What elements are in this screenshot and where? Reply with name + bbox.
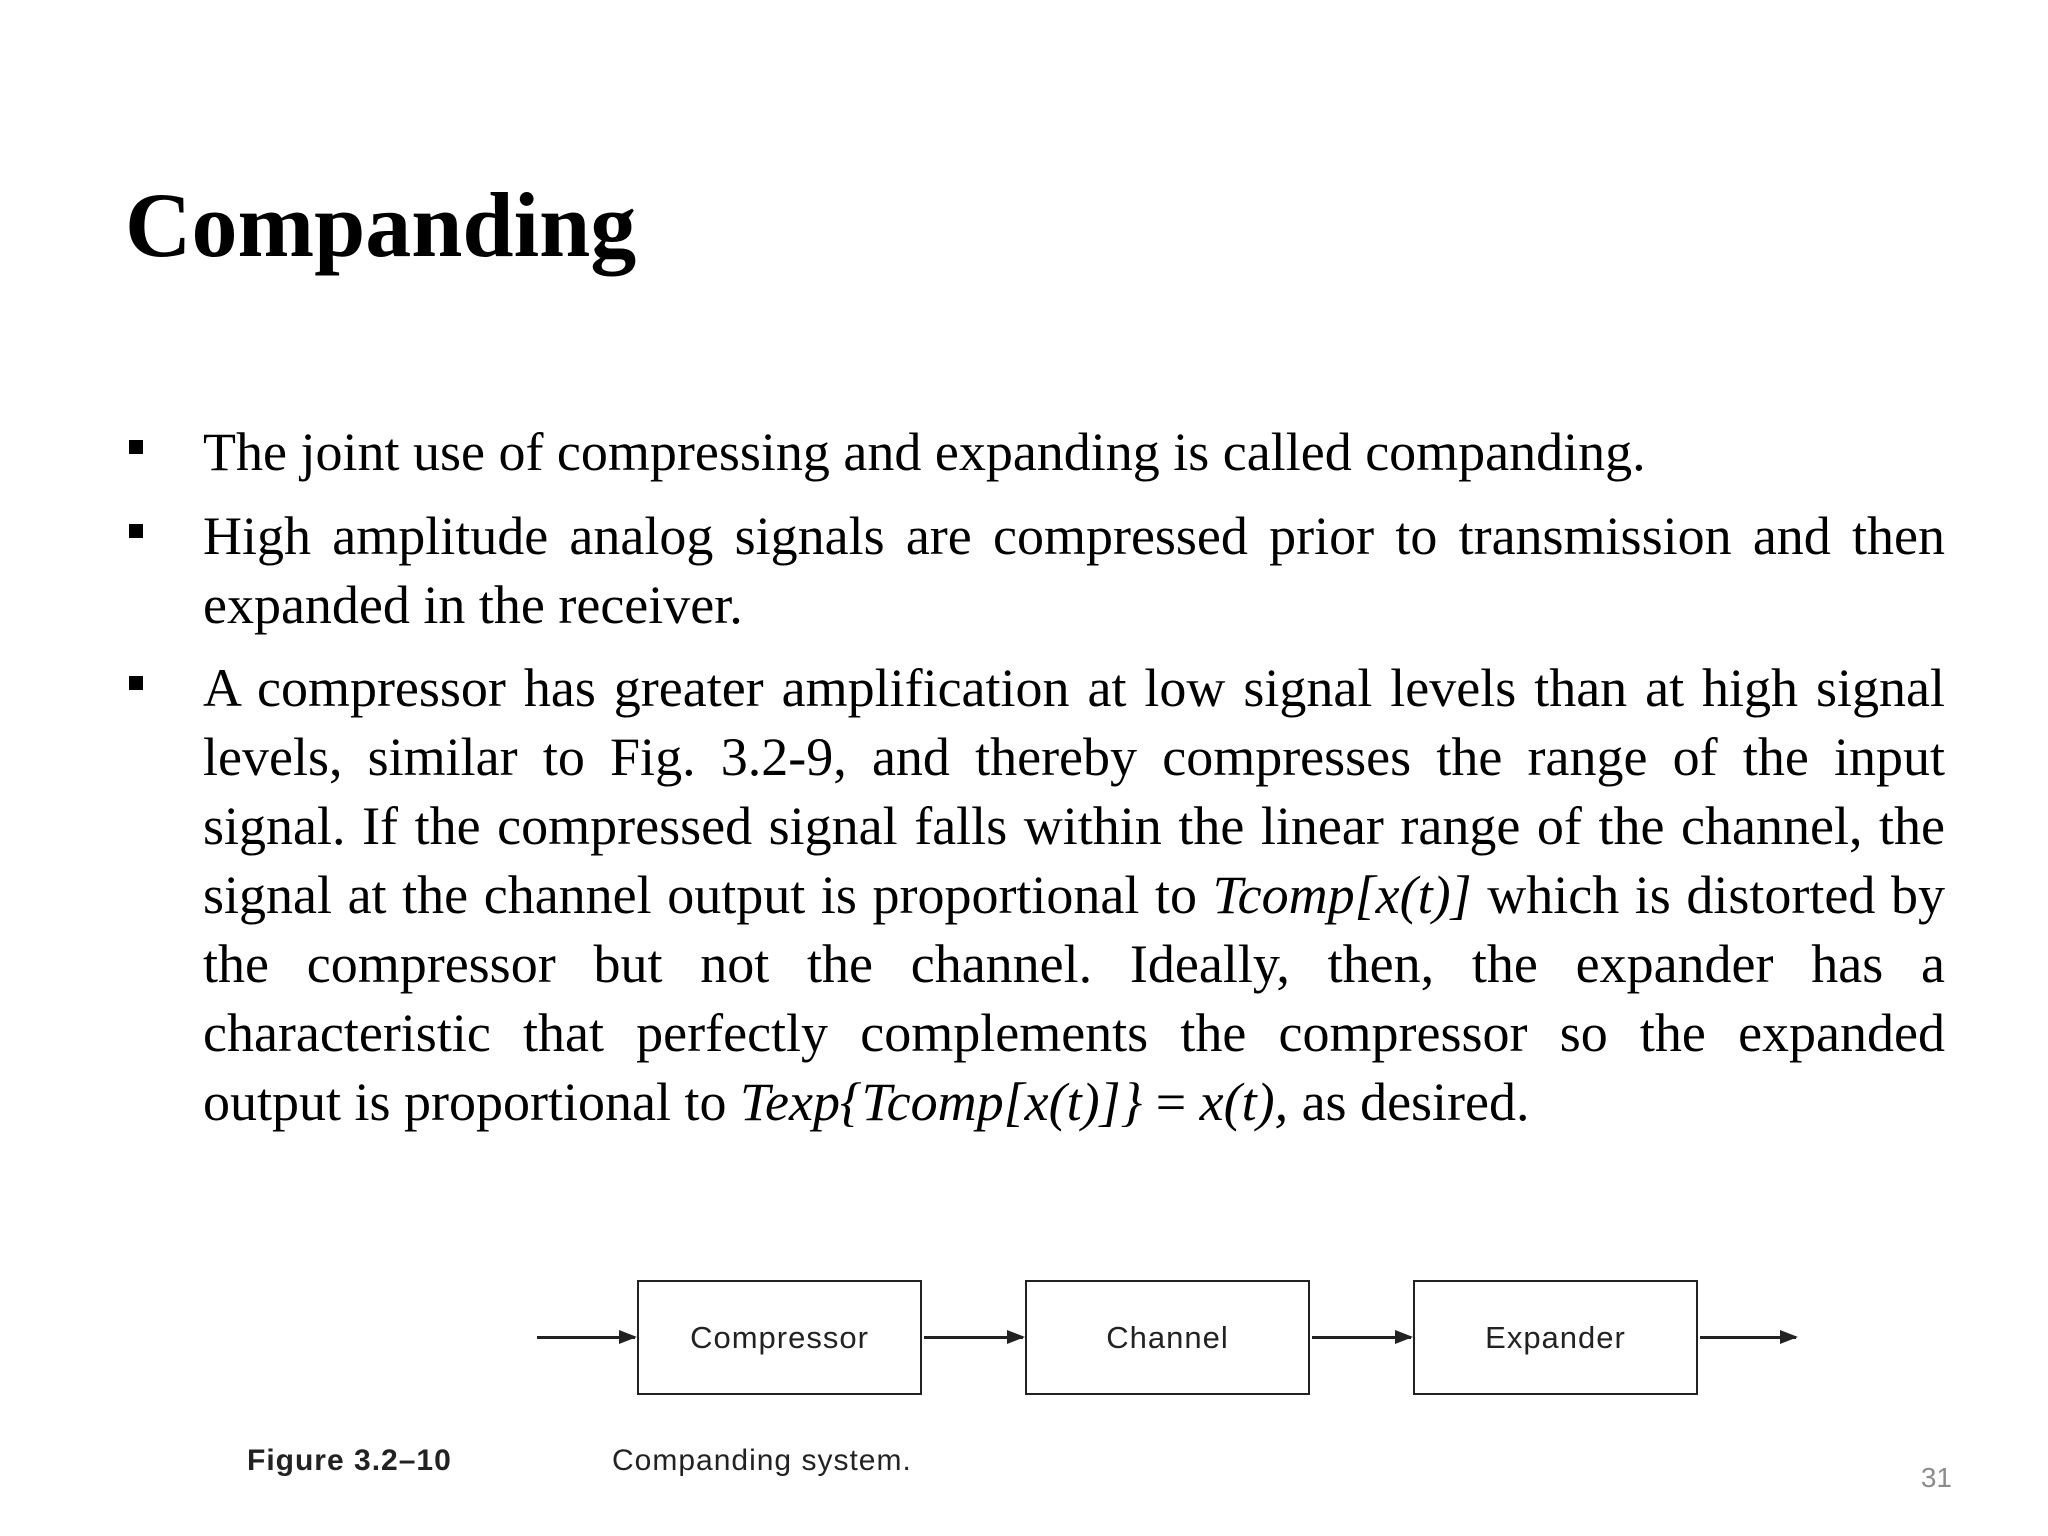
text-run: A compressor has greater amplification at low signal levels than at high signal levels, similar to Fig. 3.2-9, and thereby compresses the range of the input signal. If the compressed signal falls within the linear range of the channel, the signal at the channel output is proportional to bbox=[203, 658, 1945, 925]
figure-caption-label: Figure 3.2–10 bbox=[247, 1444, 452, 1477]
bullet-text: High amplitude analog signals are compressed prior to transmission and then expanded in the receiver. bbox=[203, 506, 1945, 635]
text-run: as desired. bbox=[1288, 1072, 1530, 1132]
bullet-text: The joint use of compressing and expanding is called companding. bbox=[203, 422, 1646, 482]
text-run: which is distorted by the compressor but not the channel. Ideally, then, the expander has a characteristic that perfectly complements the compressor so the expanded output is proportional to bbox=[203, 865, 1945, 1132]
bullet-item bbox=[125, 418, 1945, 488]
formula-xt: x(t), bbox=[1199, 1072, 1289, 1132]
compressor-block: Compressor bbox=[637, 1280, 922, 1395]
formula-texp: Texp{Tcomp[x(t)]} bbox=[739, 1072, 1143, 1132]
figure-caption-text: Companding system. bbox=[612, 1444, 912, 1477]
bullet-item bbox=[125, 654, 1945, 1137]
bullet-list bbox=[125, 418, 1945, 1151]
square-bullet-icon bbox=[125, 418, 203, 488]
square-bullet-icon bbox=[125, 654, 203, 724]
arrow-channel-to-expander bbox=[1312, 1336, 1411, 1339]
bullet-text bbox=[203, 654, 1945, 1137]
input-arrow bbox=[537, 1336, 635, 1339]
output-arrow bbox=[1700, 1336, 1796, 1339]
slide-title: Companding bbox=[125, 174, 637, 276]
companding-block-diagram bbox=[530, 1262, 1810, 1412]
text-run: = bbox=[1142, 1072, 1200, 1132]
page-number: 31 bbox=[1920, 1462, 1952, 1493]
square-bullet-icon bbox=[125, 502, 203, 572]
channel-block: Channel bbox=[1025, 1280, 1310, 1395]
arrow-compressor-to-channel bbox=[924, 1336, 1023, 1339]
expander-block: Expander bbox=[1413, 1280, 1698, 1395]
formula-tcomp: Tcomp[x(t)] bbox=[1212, 865, 1472, 925]
bullet-item bbox=[125, 502, 1945, 640]
